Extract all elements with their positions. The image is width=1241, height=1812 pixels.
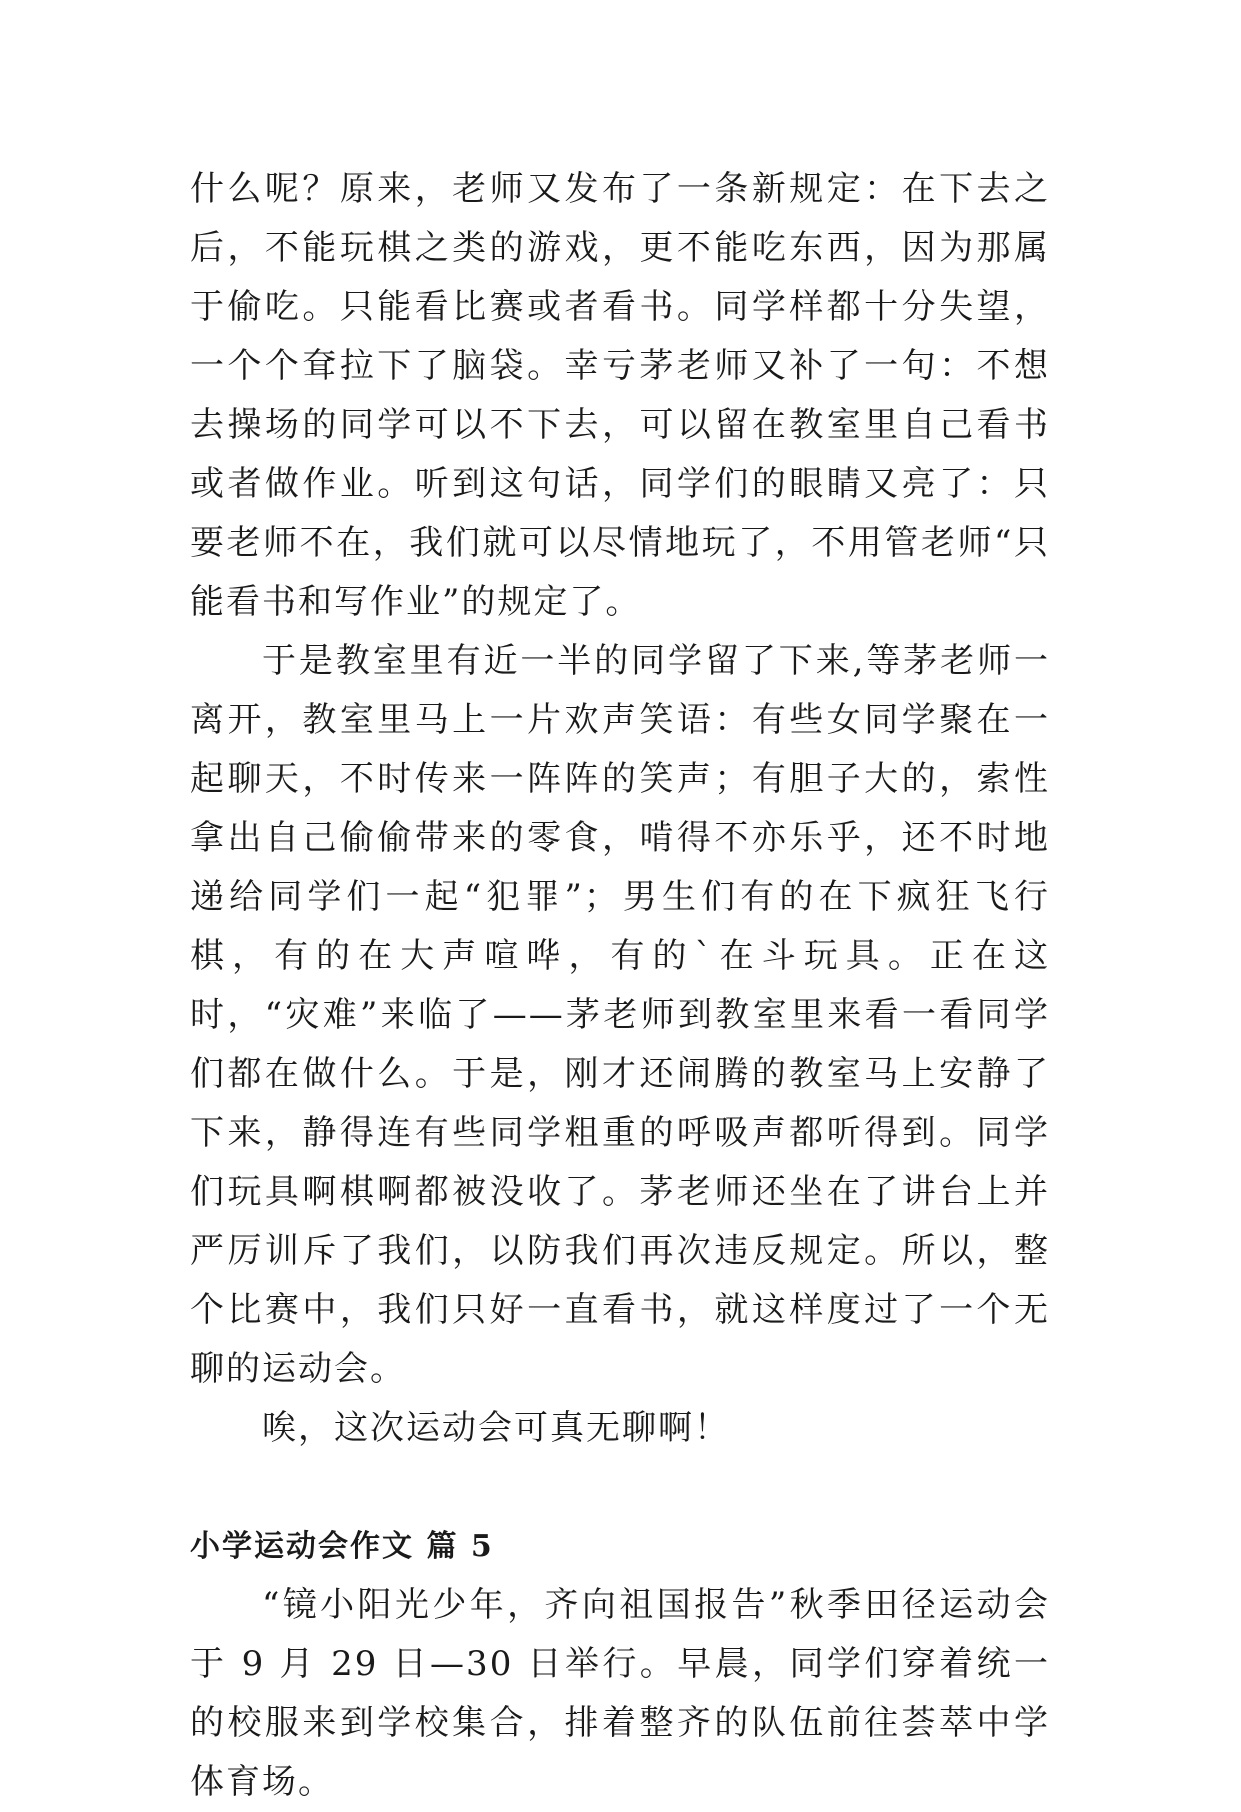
section-spacer bbox=[190, 1458, 1050, 1517]
paragraph-conclusion: 唉，这次运动会可真无聊啊！ bbox=[262, 1408, 730, 1448]
document-body bbox=[190, 160, 1050, 1812]
paragraph-section-5-intro: “镜小阳光少年，齐向祖国报告”秋季田径运动会于 9 月 29 日—30 日举行。早晨，同学们穿着统一的校服来到学校集合，排着整齐的队伍前往荟萃中学体育场。 bbox=[190, 1585, 1050, 1802]
paragraph-continuation: 什么呢？原来，老师又发布了一条新规定：在下去之后，不能玩棋之类的游戏，更不能吃东西，因为那属于偷吃。只能看比赛或者看书。同学样都十分失望，一个个耷拉下了脑袋。幸亏茅老师又补了一句：不想去操场的同学可以不下去，可以留在教室里自己看书或者做作业。听到这句话，同学们的眼睛又亮了：只要老师不在，我们就可以尽情地玩了，不用管老师“只能看书和写作业”的规定了。 bbox=[190, 169, 1050, 622]
paragraph-classroom: 于是教室里有近一半的同学留了下来,等茅老师一离开，教室里马上一片欢声笑语：有些女同学聚在一起聊天，不时传来一阵阵的笑声；有胆子大的，索性拿出自己偷偷带来的零食，啃得不亦乐乎，还不时地递给同学们一起“犯罪”；男生们有的在下疯狂飞行棋，有的在大声喧哗，有的`在斗玩具。正在这时，“灾难”来临了——茅老师到教室里来看一看同学们都在做什么。于是，刚才还闹腾的教室马上安静了下来，静得连有些同学粗重的呼吸声都听得到。同学们玩具啊棋啊都被没收了。茅老师还坐在了讲台上并严厉训斥了我们，以防我们再次违反规定。所以，整个比赛中，我们只好一直看书，就这样度过了一个无聊的运动会。 bbox=[190, 641, 1050, 1389]
section-heading: 小学运动会作文 篇 5 bbox=[190, 1529, 494, 1564]
